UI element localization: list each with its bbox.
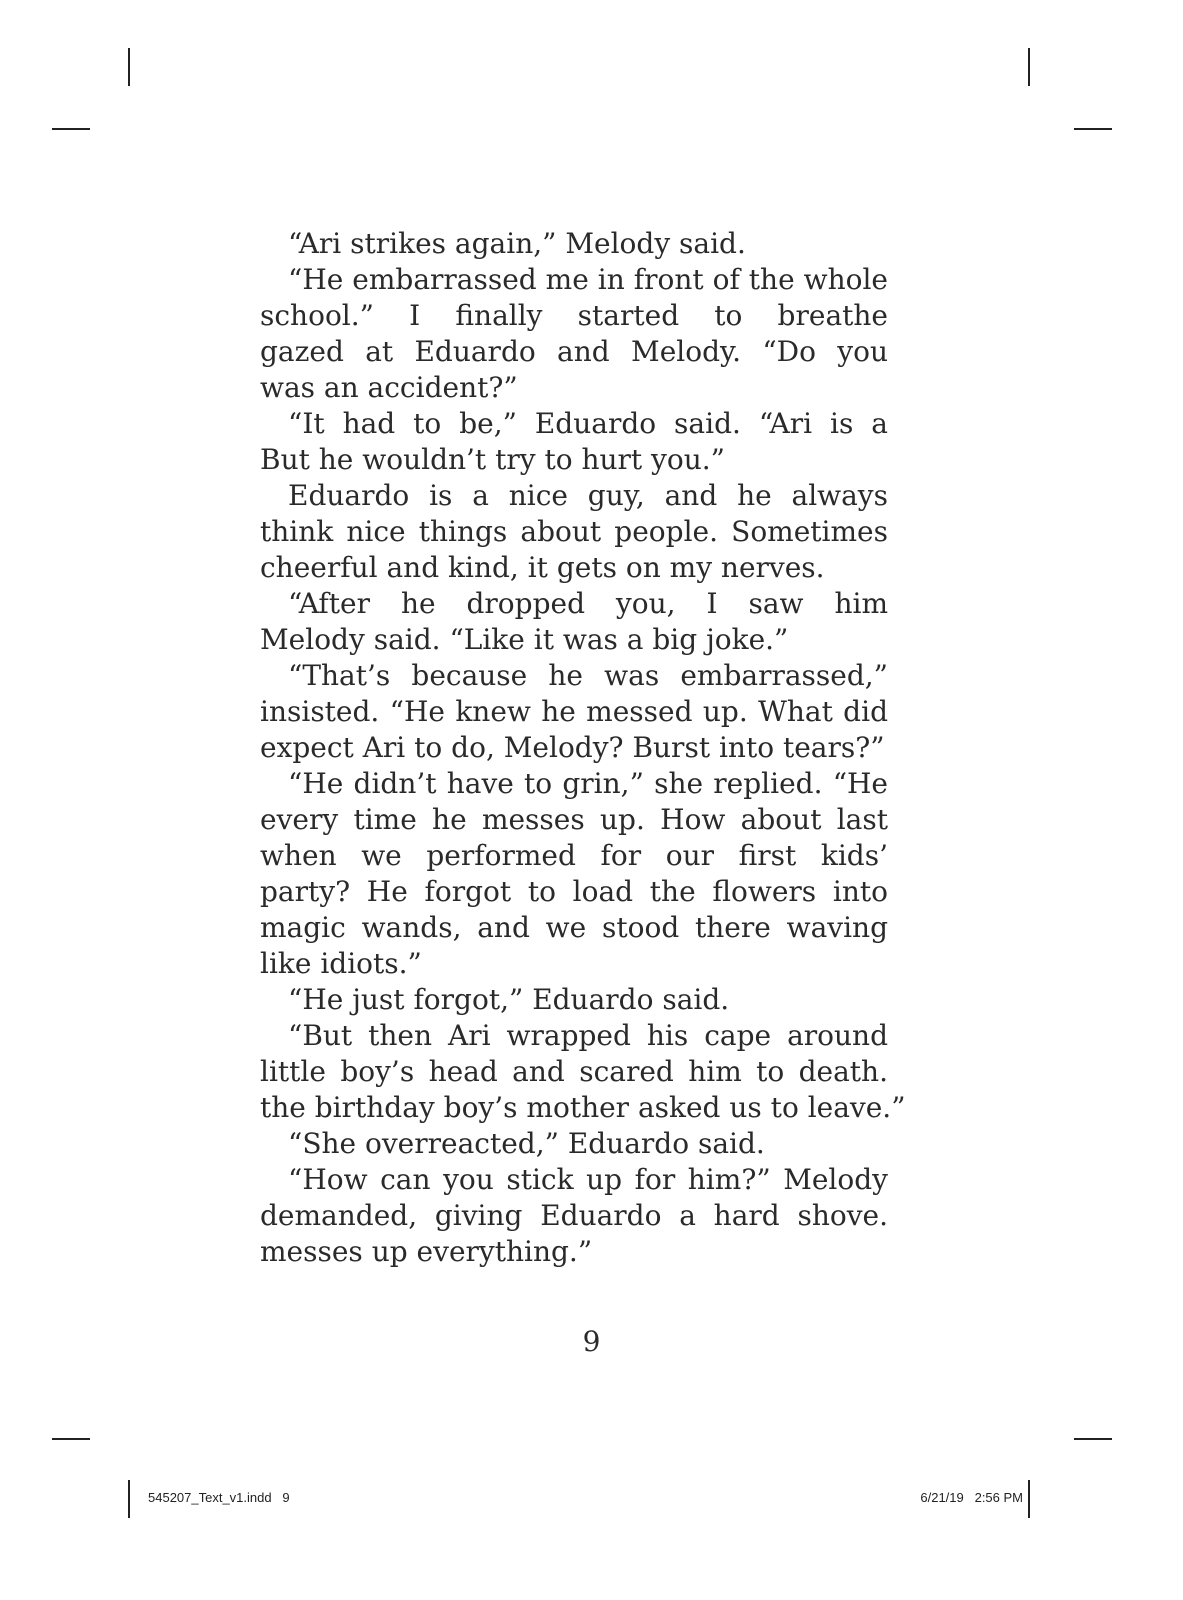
- text-line: gazed at Eduardo and Melody. “Do you: [260, 335, 888, 368]
- text-line: Eduardo is a nice guy, and he always: [288, 479, 888, 512]
- crop-mark-right-lower: [1074, 1438, 1112, 1440]
- text-line: But he wouldn’t try to hurt you.”: [260, 443, 725, 476]
- text-line: school.” I finally started to breathe: [260, 299, 888, 332]
- text-line: insisted. “He knew he messed up. What did: [260, 695, 888, 728]
- crop-mark-left-upper: [52, 128, 90, 130]
- text-line: “Ari strikes again,” Melody said.: [288, 227, 746, 260]
- text-line: every time he messes up. How about last: [260, 803, 888, 836]
- crop-mark-left-lower: [52, 1438, 90, 1440]
- text-line: “That’s because he was embarrassed,”: [288, 659, 888, 692]
- slug-timestamp: 6/21/19 2:56 PM: [920, 1490, 1023, 1505]
- text-line: Melody said. “Like it was a big joke.”: [260, 623, 789, 656]
- text-line: “But then Ari wrapped his cape around: [288, 1019, 888, 1052]
- text-line: “How can you stick up for him?” Melody: [288, 1163, 888, 1196]
- text-line: “He embarrassed me in front of the whole: [288, 263, 888, 296]
- text-line: little boy’s head and scared him to death.: [260, 1055, 888, 1088]
- text-line: when we performed for our first kids’: [260, 839, 888, 872]
- slug-filename: 545207_Text_v1.indd 9: [148, 1490, 290, 1505]
- text-line: “He just forgot,” Eduardo said.: [288, 983, 730, 1016]
- text-line: expect Ari to do, Melody? Burst into tears?”: [260, 731, 885, 764]
- text-line: party? He forgot to load the flowers into: [260, 875, 888, 908]
- text-line: messes up everything.”: [260, 1235, 593, 1268]
- text-line: “After he dropped you, I saw him: [288, 587, 888, 620]
- crop-mark-right-upper: [1074, 128, 1112, 130]
- text-line: magic wands, and we stood there waving: [260, 911, 888, 944]
- crop-mark-bottom-left: [128, 1480, 130, 1518]
- body-text: [260, 226, 906, 1270]
- crop-mark-top-left: [128, 48, 130, 86]
- crop-mark-bottom-right: [1028, 1480, 1030, 1518]
- text-line: cheerful and kind, it gets on my nerves.: [260, 551, 825, 584]
- text-line: “She overreacted,” Eduardo said.: [288, 1127, 765, 1160]
- page-number: 9: [582, 1325, 601, 1358]
- text-line: like idiots.”: [260, 947, 422, 980]
- text-line: demanded, giving Eduardo a hard shove.: [260, 1199, 888, 1232]
- crop-mark-top-right: [1028, 48, 1030, 86]
- text-line: think nice things about people. Sometimes: [260, 515, 888, 548]
- text-line: was an accident?”: [260, 371, 518, 404]
- text-line: “He didn’t have to grin,” she replied. “He: [288, 767, 888, 800]
- text-line: the birthday boy’s mother asked us to leave.”: [260, 1091, 906, 1124]
- text-line: “It had to be,” Eduardo said. “Ari is a: [288, 407, 888, 440]
